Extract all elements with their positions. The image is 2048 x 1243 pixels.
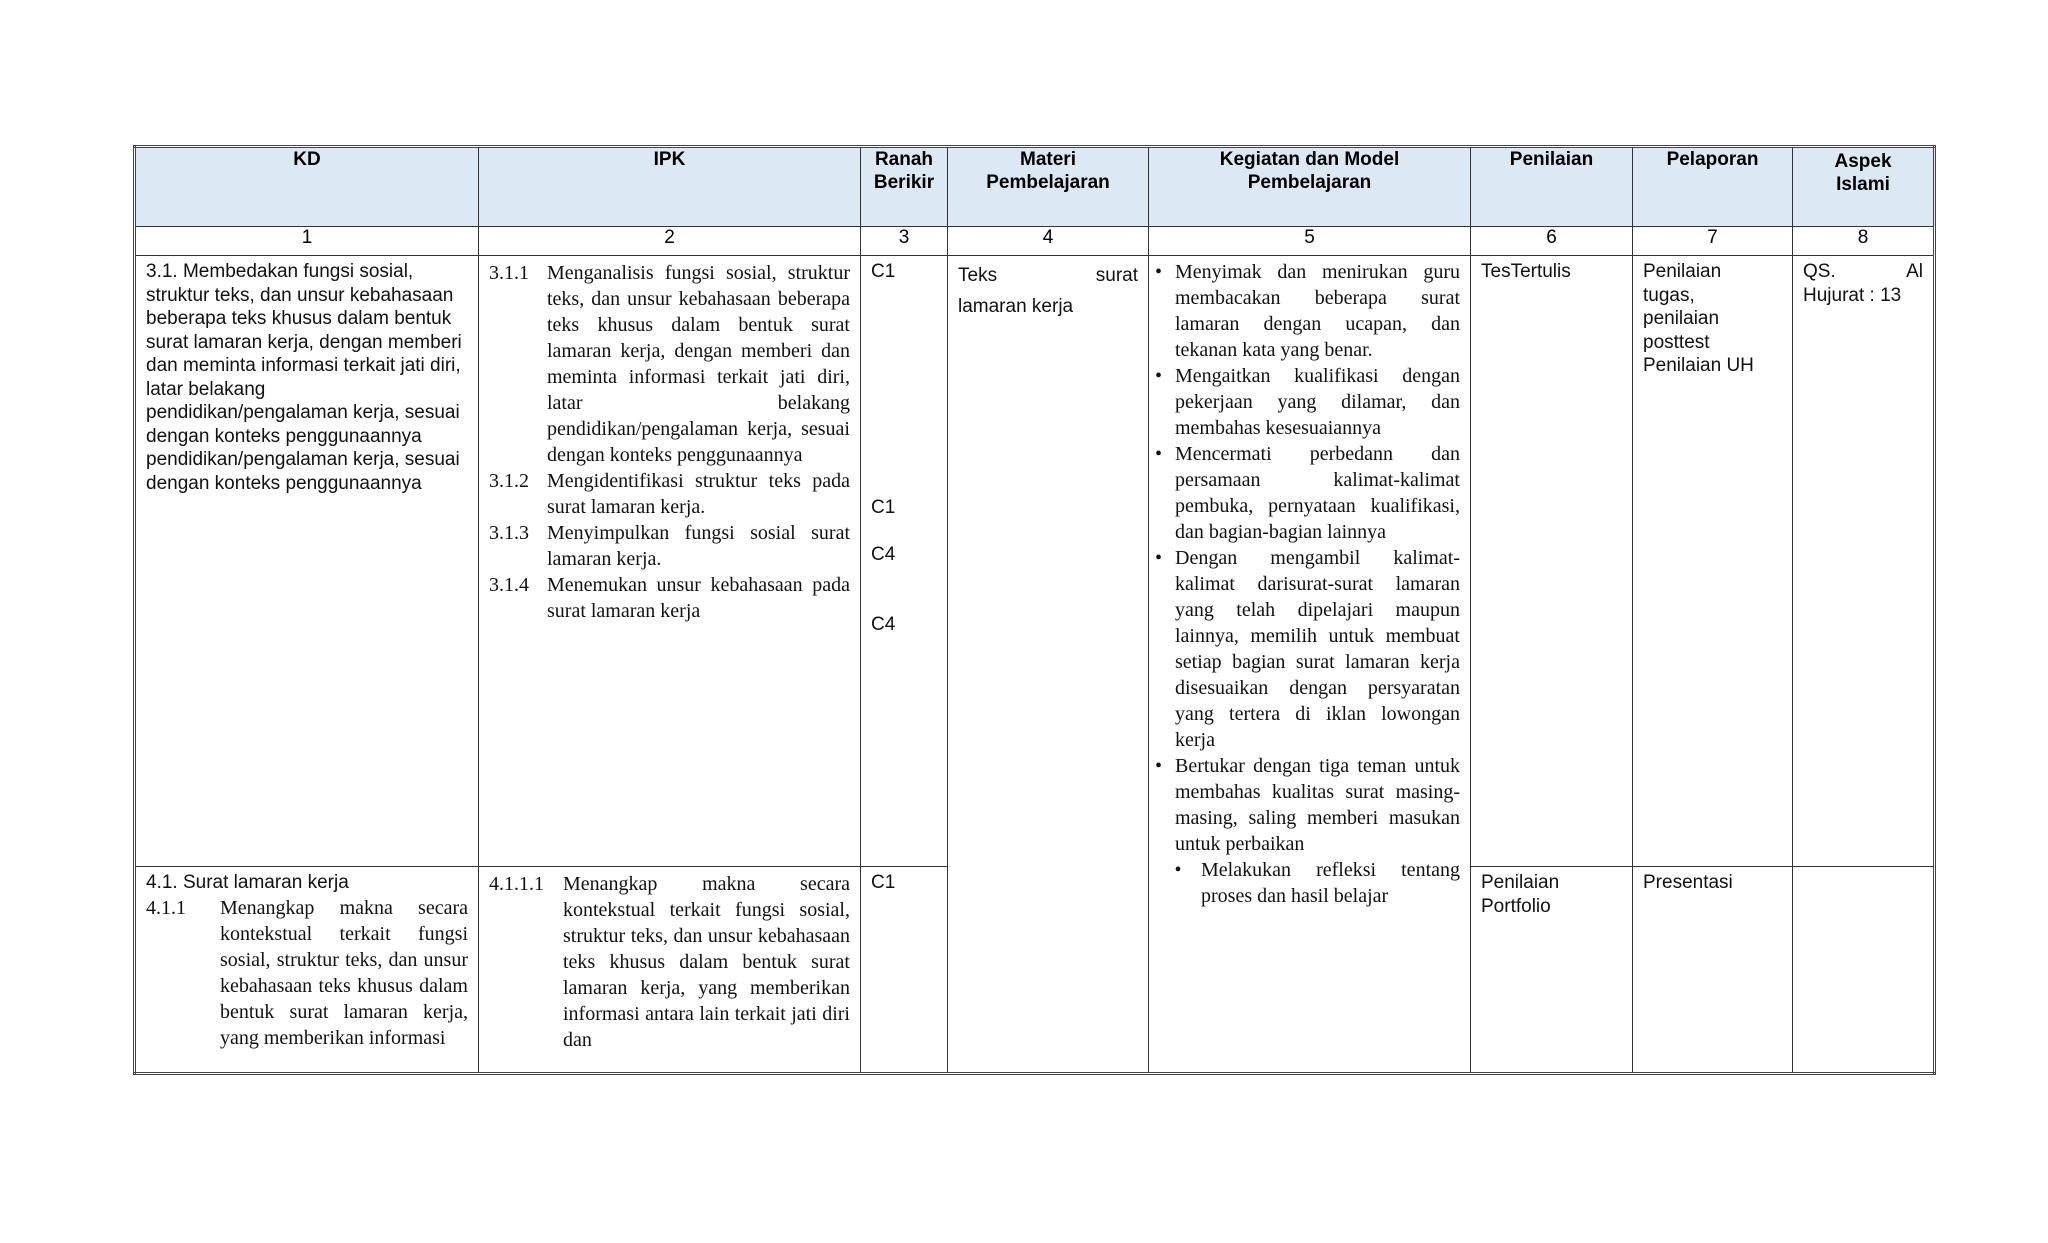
- header-aspek-line1: Aspek: [1834, 151, 1892, 172]
- header-ipk: IPK: [479, 147, 861, 227]
- aspek-text: [1793, 256, 1933, 307]
- ranah-level: C4: [871, 544, 896, 565]
- penilaian-cell: [1471, 867, 1633, 1074]
- col-number: 3: [861, 227, 948, 256]
- header-aspek-line2: Islami: [1836, 174, 1890, 195]
- kd-cell: [135, 256, 479, 867]
- col-number: 8: [1793, 227, 1935, 256]
- ipk-item: [489, 572, 850, 624]
- ipk-item: [489, 520, 850, 572]
- bullet-icon: •: [1155, 547, 1163, 569]
- header-row: [135, 147, 1935, 227]
- ipk-number: 4.1.1.1: [489, 873, 544, 895]
- ipk-item: [489, 871, 850, 1053]
- header-ranah-line1: Ranah: [874, 149, 934, 170]
- penilaian-cell: [1471, 256, 1633, 867]
- kd-text: Menangkap makna secara kontekstual terkait fungsi sosial, struktur teks, dan unsur kebahasaan teks khusus dalam bentuk surat lamaran kerja, yang memberikan informasi: [220, 896, 468, 1049]
- pelaporan-cell: [1633, 867, 1793, 1074]
- pelaporan-line: tugas,: [1643, 284, 1695, 306]
- ranah-level: C1: [871, 497, 896, 518]
- list-item: • Melakukan refleksi tentang proses dan hasil belajar: [1155, 857, 1460, 909]
- header-kegiatan-line1: Kegiatan dan Model: [1219, 149, 1400, 170]
- silabus-sheet: [133, 145, 1933, 1075]
- list-item: • Menyimak dan menirukan guru membacakan beberapa surat lamaran dengan ucapan, dan tekanan kata yang benar.: [1155, 261, 1460, 361]
- penilaian-line: Penilaian: [1481, 872, 1560, 893]
- col-number: 5: [1149, 227, 1471, 256]
- col-number: 2: [479, 227, 861, 256]
- header-aspek: [1793, 147, 1935, 227]
- col-number: 7: [1633, 227, 1793, 256]
- ipk-item: [489, 260, 850, 468]
- list-item: • Bertukar dengan tiga teman untuk membahas kualitas surat masing-masing, saling memberi masukan untuk perbaikan: [1155, 755, 1460, 855]
- ipk-number: 3.1.2: [489, 470, 529, 492]
- header-penilaian: Penilaian: [1471, 147, 1633, 227]
- pelaporan-cell: [1633, 256, 1793, 867]
- pelaporan-line: posttest: [1643, 331, 1710, 353]
- pelaporan-line: penilaian: [1643, 308, 1720, 329]
- ipk-text: Mengidentifikasi struktur teks pada surat lamaran kerja.: [547, 470, 850, 518]
- kegiatan-cell: [1149, 256, 1471, 1074]
- pelaporan-line: Penilaian UH: [1643, 355, 1754, 376]
- header-materi: [948, 147, 1149, 227]
- aspek-line: Hujurat : 13: [1803, 284, 1902, 306]
- kd-cell: [135, 867, 479, 1074]
- kd-text: 3.1. Membedakan fungsi sosial, struktur teks, dan unsur kebahasaan beberapa teks khusus dalam bentuk surat lamaran kerja, dengan memberi dan meminta informasi terkait jati diri, latar belakang pendidikan/pengalaman kerja, sesuai dengan konteks penggunaannya pendidikan/pengalaman kerja, sesuai dengan konteks penggunaannya: [146, 261, 462, 494]
- materi-word: surat: [1095, 265, 1138, 286]
- header-ranah: [861, 147, 948, 227]
- list-item: • Dengan mengambil kalimat-kalimat darisurat-surat lamaran yang telah dipelajari maupun lainnya, memilih untuk membuat setiap bagian surat lamaran kerja disesuaikan dengan persyaratan yang tertera di iklan lowongan kerja: [1155, 547, 1460, 751]
- penilaian-text: TesTertulis: [1481, 261, 1571, 282]
- header-materi-line1: Materi: [1020, 149, 1076, 170]
- ipk-number: 3.1.3: [489, 522, 529, 544]
- bullet-icon: •: [1174, 859, 1182, 881]
- kd-title: 4.1. Surat lamaran kerja: [146, 872, 349, 893]
- ipk-text: Menyimpulkan fungsi sosial surat lamaran kerja.: [547, 522, 850, 570]
- kd-41: [136, 867, 478, 1051]
- ipk-text: Menangkap makna secara kontekstual terkait fungsi sosial, struktur teks, dan unsur kebahasaan teks khusus dalam bentuk surat lamaran kerja, yang memberikan informasi antara lain terkait jati diri dan: [563, 873, 850, 1051]
- ranah-level: C1: [871, 872, 896, 893]
- pelaporan-line: Penilaian: [1643, 261, 1722, 282]
- bullet-icon: •: [1155, 365, 1163, 387]
- ipk-number: 3.1.1: [489, 262, 529, 284]
- header-kegiatan: [1149, 147, 1471, 227]
- ipk-cell: [479, 867, 861, 1074]
- kd-number: 4.1.1: [146, 896, 186, 919]
- list-item: • Mencermati perbedann dan persamaan kalimat-kalimat pembuka, pernyataan kualifikasi, dan bagian-bagian lainnya: [1155, 443, 1460, 543]
- header-pelaporan: Pelaporan: [1633, 147, 1793, 227]
- pelaporan-list: [1633, 256, 1792, 378]
- materi-word: Teks: [958, 265, 998, 286]
- header-kd: KD: [135, 147, 479, 227]
- aspek-cell: [1793, 256, 1935, 867]
- ipk-cell: [479, 256, 861, 867]
- list-item: • Mengaitkan kualifikasi dengan pekerjaan yang dilamar, dan membahas kesesuaiannya: [1155, 365, 1460, 439]
- bullet-icon: •: [1155, 261, 1163, 283]
- ranah-level: C1: [871, 261, 896, 282]
- kd-item: [146, 895, 468, 1051]
- ranah-level: C4: [871, 614, 896, 635]
- pelaporan-text: Presentasi: [1643, 872, 1733, 893]
- col-number: 6: [1471, 227, 1633, 256]
- table-row: [135, 256, 1935, 867]
- materi-line: lamaran kerja: [958, 296, 1074, 317]
- ranah-cell: [861, 256, 948, 867]
- ipk-list: [479, 256, 860, 624]
- ipk-number: 3.1.4: [489, 574, 529, 596]
- ipk-text: Menemukan unsur kebahasaan pada surat lamaran kerja: [547, 574, 850, 622]
- header-ranah-line2: Berikir: [873, 172, 935, 193]
- header-kegiatan-line2: Pembelajaran: [1247, 172, 1372, 193]
- aspek-word: QS.: [1803, 261, 1836, 282]
- materi-text: [948, 256, 1148, 322]
- kegiatan-list: [1155, 259, 1460, 909]
- number-row: [135, 227, 1935, 256]
- bullet-icon: •: [1155, 755, 1163, 777]
- aspek-word: Al: [1906, 261, 1923, 282]
- kegiatan-list-wrap: [1149, 256, 1470, 909]
- penilaian-line: Portfolio: [1481, 895, 1551, 917]
- silabus-table: [133, 145, 1936, 1075]
- materi-cell: [948, 256, 1149, 1074]
- ipk-text: Menganalisis fungsi sosial, struktur teks, dan unsur kebahasaan beberapa teks khusus dalam bentuk surat lamaran kerja, dengan memberi dan meminta informasi terkait jati diri, latar belakang pendidikan/pengalaman kerja, sesuai dengan konteks penggunaannya: [547, 262, 850, 466]
- aspek-cell: [1793, 867, 1935, 1074]
- ranah-cell: [861, 867, 948, 1074]
- ipk-item: [489, 468, 850, 520]
- col-number: 4: [948, 227, 1149, 256]
- col-number: 1: [135, 227, 479, 256]
- bullet-icon: •: [1155, 443, 1163, 465]
- penilaian-list: [1471, 867, 1632, 918]
- header-materi-line2: Pembelajaran: [986, 172, 1110, 193]
